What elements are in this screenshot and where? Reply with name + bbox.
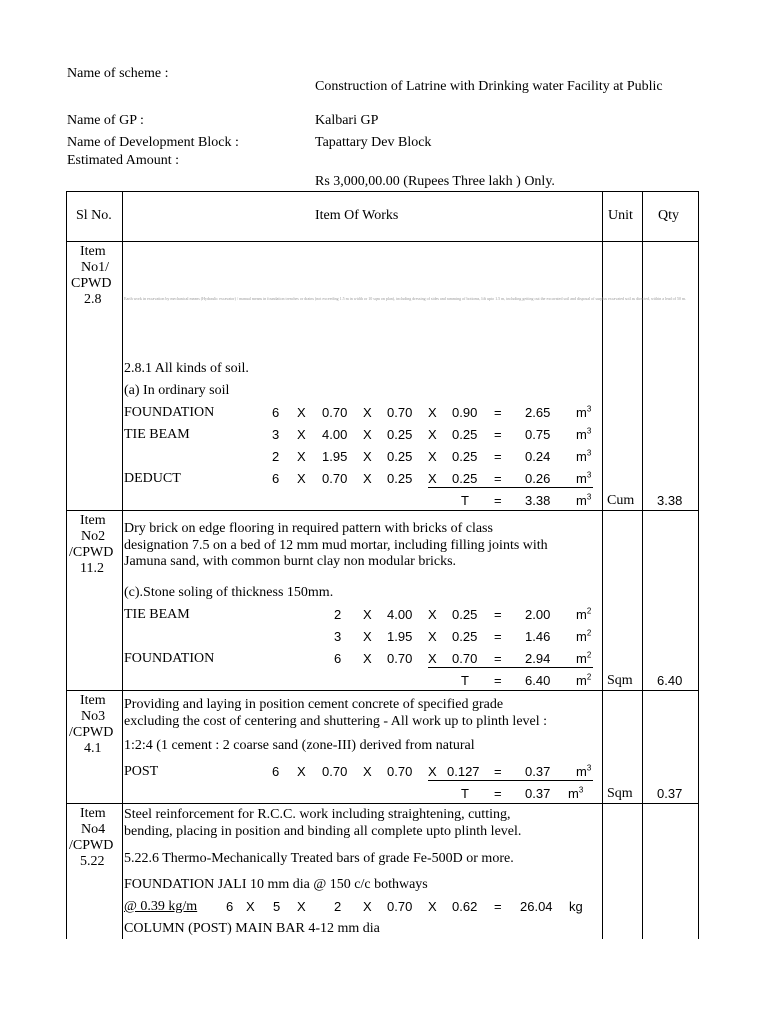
times-sign: X — [363, 405, 372, 420]
row-divider — [66, 803, 698, 804]
unit-m3: $m^3$ — [576, 470, 592, 486]
row-unit: kg — [569, 899, 583, 914]
times-sign: X — [297, 764, 306, 779]
times-sign: X — [428, 607, 437, 622]
row-c: 0.90 — [452, 405, 478, 420]
item-1-sl: CPWD — [71, 276, 112, 291]
row-result: 2.65 — [525, 405, 551, 420]
row-b: 0.25 — [452, 607, 478, 622]
equals-sign: = — [494, 673, 502, 688]
block-label: Name of Development Block : — [67, 135, 239, 150]
times-sign: X — [428, 405, 437, 420]
column-divider — [122, 191, 123, 939]
row-k: 2 — [334, 899, 342, 914]
row-a: 1.95 — [387, 629, 413, 644]
item-1-qty: 3.38 — [657, 493, 683, 508]
row-n: 3 — [272, 427, 280, 442]
item-1-description: Earth work in excavation by mechanical means (Hydraulic excavator) / manual means in foundation trenches or drains (not exceeding 1.5 m in width or 10 sqm on plan), including dressing of sides and ramming of bottoms, lift upto 1.5 m, including getting out the excavated soil and disposal of surplus excavated soil as directed, within a lead of 50 m. — [124, 296, 687, 301]
item-1-sub2: (a) In ordinary soil — [124, 383, 230, 398]
underline — [428, 667, 593, 668]
item-3-description: excluding the cost of centering and shuttering - All work up to plinth level : — [124, 714, 548, 729]
row-c: 0.25 — [452, 449, 478, 464]
equals-sign: = — [494, 449, 502, 464]
equals-sign: = — [494, 471, 502, 486]
unit-m2: $m^2$ — [576, 672, 592, 688]
row-label: TIE BEAM — [124, 427, 190, 442]
unit-m3: $m^3$ — [576, 763, 592, 779]
item-3-total: 0.37 — [525, 786, 551, 801]
col-header-item: Item Of Works — [315, 208, 399, 223]
col-header-unit: Unit — [608, 208, 633, 223]
row-result: 0.75 — [525, 427, 551, 442]
times-sign: X — [363, 607, 372, 622]
row-n: 6 — [272, 764, 280, 779]
item-4-sl: /CPWD — [69, 838, 114, 853]
row-n: 6 — [272, 471, 280, 486]
times-sign: X — [363, 449, 372, 464]
row-label: FOUNDATION — [124, 405, 215, 420]
times-sign: X — [363, 629, 372, 644]
times-sign: X — [428, 651, 437, 666]
times-sign: X — [297, 405, 306, 420]
times-sign: X — [297, 899, 306, 914]
item-3-sl: No3 — [81, 709, 106, 724]
item-1-sl: Item — [80, 244, 106, 259]
table-border-left — [66, 191, 67, 939]
row-n: 6 — [272, 405, 280, 420]
scheme-value: Construction of Latrine with Drinking water Facility at Public — [315, 79, 663, 94]
times-sign: X — [297, 427, 306, 442]
gp-value: Kalbari GP — [315, 113, 379, 128]
row-a: 4.00 — [387, 607, 413, 622]
item-2-sl: Item — [80, 513, 106, 528]
times-sign: X — [246, 899, 255, 914]
total-label: T — [461, 673, 469, 688]
row-b: 0.25 — [387, 471, 413, 486]
item-1-total: 3.38 — [525, 493, 551, 508]
row-b: 0.25 — [387, 449, 413, 464]
row-n: 3 — [334, 629, 342, 644]
underline — [428, 487, 593, 488]
row-label: FOUNDATION — [124, 651, 215, 666]
equals-sign: = — [494, 629, 502, 644]
item-4-description: Steel reinforcement for R.C.C. work including straightening, cutting, — [124, 807, 511, 822]
item-3-sl: /CPWD — [69, 725, 114, 740]
row-label: @ 0.39 kg/m — [124, 899, 198, 914]
scheme-label: Name of scheme : — [67, 66, 169, 81]
times-sign: X — [363, 651, 372, 666]
equals-sign: = — [494, 607, 502, 622]
times-sign: X — [428, 764, 437, 779]
row-divider — [66, 191, 698, 192]
row-a: 1.95 — [322, 449, 348, 464]
unit-m3: $m^3$ — [576, 492, 592, 508]
row-divider — [66, 510, 698, 511]
row-result: 2.00 — [525, 607, 551, 622]
unit-m3: $m^3$ — [568, 785, 584, 801]
row-result: 0.26 — [525, 471, 551, 486]
row-a: 0.70 — [387, 651, 413, 666]
amount-label: Estimated Amount : — [67, 153, 179, 168]
item-3-sl: Item — [80, 693, 106, 708]
times-sign: X — [363, 899, 372, 914]
row-m: 5 — [273, 899, 281, 914]
item-2-unit: Sqm — [607, 673, 633, 688]
row-a: 0.70 — [387, 899, 413, 914]
col-header-sl: Sl No. — [76, 208, 112, 223]
total-label: T — [461, 786, 469, 801]
row-divider — [66, 690, 698, 691]
equals-sign: = — [494, 493, 502, 508]
amount-value: Rs 3,000,00.00 (Rupees Three lakh ) Only. — [315, 174, 555, 189]
item-2-description: designation 7.5 on a bed of 12 mm mud mortar, including filling joints with — [124, 538, 548, 553]
item-2-sub: (c).Stone soling of thickness 150mm. — [124, 585, 334, 600]
row-n: 2 — [334, 607, 342, 622]
item-1-sub1: 2.8.1 All kinds of soil. — [124, 361, 249, 376]
row-b: 0.70 — [452, 651, 478, 666]
equals-sign: = — [494, 899, 502, 914]
row-result: 0.37 — [525, 764, 551, 779]
equals-sign: = — [494, 786, 502, 801]
unit-m3: $m^3$ — [576, 404, 592, 420]
item-2-sl: /CPWD — [69, 545, 114, 560]
item-4-line: COLUMN (POST) MAIN BAR 4-12 mm dia — [124, 921, 380, 936]
item-4-sl: Item — [80, 806, 106, 821]
col-header-qty: Qty — [658, 208, 679, 223]
row-label: POST — [124, 764, 159, 779]
item-4-sl: 5.22 — [80, 854, 105, 869]
total-label: T — [461, 493, 469, 508]
item-2-qty: 6.40 — [657, 673, 683, 688]
item-2-description: Dry brick on edge flooring in required pattern with bricks of class — [124, 521, 493, 536]
row-label: DEDUCT — [124, 471, 181, 486]
row-c: 0.25 — [452, 427, 478, 442]
row-label: TIE BEAM — [124, 607, 190, 622]
item-4-description: bending, placing in position and binding all complete upto plinth level. — [124, 824, 522, 839]
row-result: 0.24 — [525, 449, 551, 464]
column-divider — [642, 191, 643, 939]
item-2-sl: 11.2 — [80, 561, 104, 576]
equals-sign: = — [494, 764, 502, 779]
times-sign: X — [297, 471, 306, 486]
item-1-sl: 2.8 — [84, 292, 102, 307]
row-result: 1.46 — [525, 629, 551, 644]
item-2-description: Jamuna sand, with common burnt clay non modular bricks. — [124, 554, 457, 569]
row-b: 0.70 — [387, 405, 413, 420]
row-b: 0.25 — [387, 427, 413, 442]
row-n: 6 — [226, 899, 234, 914]
item-4-line: FOUNDATION JALI 10 mm dia @ 150 c/c bothways — [124, 877, 428, 892]
gp-label: Name of GP : — [67, 113, 144, 128]
row-result: 26.04 — [520, 899, 553, 914]
item-3-qty: 0.37 — [657, 786, 683, 801]
times-sign: X — [428, 629, 437, 644]
row-b: 0.62 — [452, 899, 478, 914]
item-2-total: 6.40 — [525, 673, 551, 688]
item-3-sub: 1:2:4 (1 cement : 2 coarse sand (zone-III) derived from natural — [124, 738, 475, 753]
item-1-sl: No1/ — [81, 260, 109, 275]
times-sign: X — [428, 427, 437, 442]
times-sign: X — [363, 471, 372, 486]
row-c: 0.25 — [452, 471, 478, 486]
row-b: 0.25 — [452, 629, 478, 644]
item-4-sub: 5.22.6 Thermo-Mechanically Treated bars of grade Fe-500D or more. — [124, 851, 514, 866]
equals-sign: = — [494, 427, 502, 442]
block-value: Tapattary Dev Block — [315, 135, 432, 150]
row-a: 4.00 — [322, 427, 348, 442]
equals-sign: = — [494, 651, 502, 666]
row-divider — [66, 241, 698, 242]
row-c: 0.127 — [447, 764, 480, 779]
column-divider — [602, 191, 603, 939]
row-a: 0.70 — [322, 471, 348, 486]
times-sign: X — [363, 764, 372, 779]
row-n: 2 — [272, 449, 280, 464]
item-3-unit: Sqm — [607, 786, 633, 801]
row-a: 0.70 — [322, 405, 348, 420]
row-a: 0.70 — [322, 764, 348, 779]
unit-m3: $m^3$ — [576, 426, 592, 442]
times-sign: X — [297, 449, 306, 464]
row-n: 6 — [334, 651, 342, 666]
row-b: 0.70 — [387, 764, 413, 779]
times-sign: X — [428, 471, 437, 486]
times-sign: X — [428, 899, 437, 914]
unit-m3: $m^3$ — [576, 448, 592, 464]
row-result: 2.94 — [525, 651, 551, 666]
item-1-unit: Cum — [607, 493, 635, 508]
unit-m2: $m^2$ — [576, 606, 592, 622]
table-border-right — [698, 191, 699, 939]
unit-m2: $m^2$ — [576, 628, 592, 644]
item-4-sl: No4 — [81, 822, 106, 837]
times-sign: X — [363, 427, 372, 442]
item-2-sl: No2 — [81, 529, 106, 544]
underline — [428, 780, 593, 781]
item-3-sl: 4.1 — [84, 741, 102, 756]
unit-m2: $m^2$ — [576, 650, 592, 666]
item-3-description: Providing and laying in position cement concrete of specified grade — [124, 697, 504, 712]
times-sign: X — [428, 449, 437, 464]
equals-sign: = — [494, 405, 502, 420]
